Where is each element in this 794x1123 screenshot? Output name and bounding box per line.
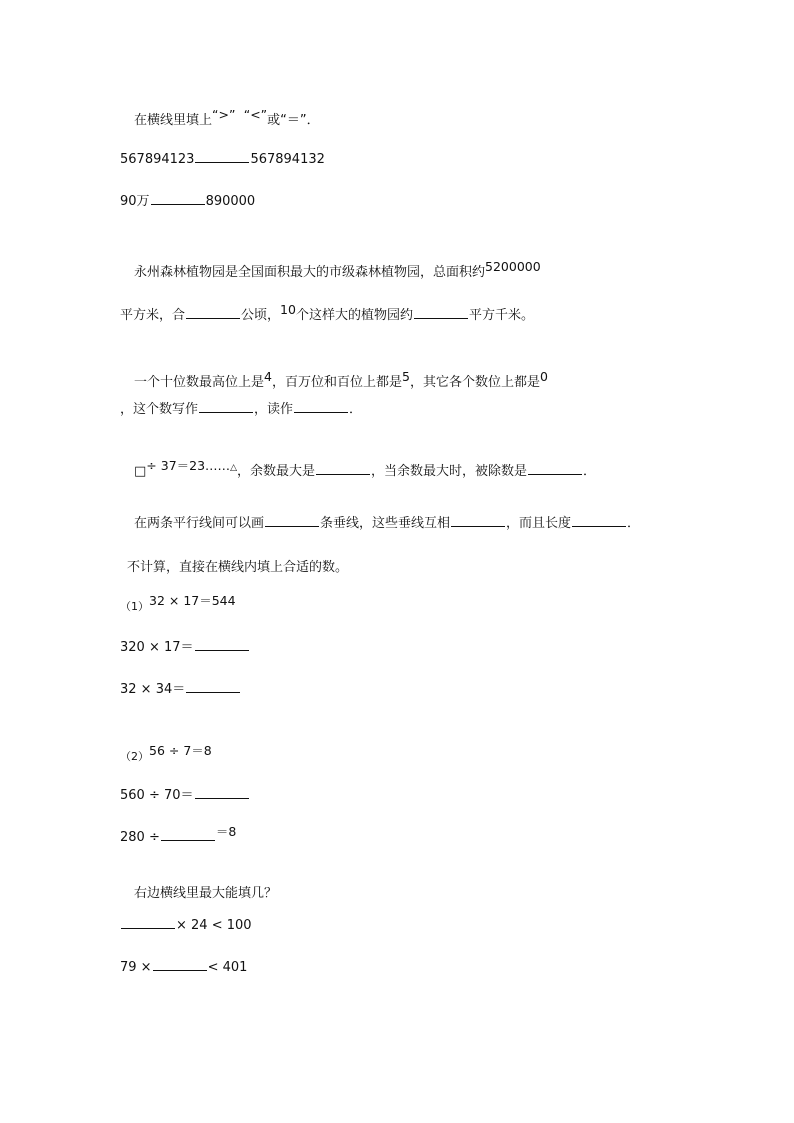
q7-row1 bbox=[120, 916, 252, 934]
q3-line2-a: ，这个数写作 bbox=[120, 402, 199, 417]
q4-blank-dividend[interactable] bbox=[528, 462, 582, 475]
q1-row2-left: 90 bbox=[120, 194, 137, 209]
q5-blank-length[interactable] bbox=[572, 514, 626, 527]
q2-blank-hectares[interactable] bbox=[186, 306, 240, 319]
q1-row1-left: 567894123 bbox=[120, 152, 195, 167]
q6-instruction-text: 不计算，直接在横线内填上合适的数。 bbox=[127, 560, 349, 575]
q1-instruction bbox=[134, 107, 320, 129]
q3-digit3: 0 bbox=[539, 369, 548, 384]
q7-row2-post: < 401 bbox=[207, 960, 248, 975]
q5-blank-count[interactable] bbox=[265, 514, 319, 527]
q2-line1-text: 永州森林植物园是全国面积最大的市级森林植物园，总面积约 bbox=[134, 265, 486, 280]
q5-text-c: ，而且长度 bbox=[506, 516, 572, 531]
q2-line2-a: 平方米，合 bbox=[120, 308, 186, 323]
q7-row2-blank[interactable] bbox=[153, 958, 207, 971]
q2-blank-km2[interactable] bbox=[414, 306, 468, 319]
q6-part2-a bbox=[120, 786, 250, 804]
q1-instruction-prefix: 在横线里填上 bbox=[134, 113, 213, 128]
q1-symbol-gt: “>” bbox=[212, 107, 236, 122]
q2-line2 bbox=[120, 302, 534, 324]
q1-row2-blank[interactable] bbox=[151, 192, 205, 205]
q3-line1-a: 一个十位数最高位上是 bbox=[134, 375, 265, 390]
q6-part1-b bbox=[120, 680, 241, 698]
q6-part1-expr: 32 × 17＝544 bbox=[149, 593, 236, 608]
q3-line2-b: ，读作 bbox=[254, 402, 294, 417]
q4-box: □ bbox=[134, 464, 147, 479]
q6-part2-label: （2） bbox=[120, 750, 149, 763]
q4-line bbox=[134, 458, 597, 481]
q7-row2-pre: 79 × bbox=[120, 960, 152, 975]
q4-text-end: ． bbox=[583, 464, 597, 479]
q2-line1 bbox=[134, 259, 541, 281]
q3-line2-end: ． bbox=[349, 402, 363, 417]
q6-part2-a-blank[interactable] bbox=[195, 786, 249, 799]
q7-row1-post: × 24 < 100 bbox=[176, 918, 252, 933]
q1-row1-blank[interactable] bbox=[195, 150, 249, 163]
q1-row2 bbox=[120, 192, 255, 210]
q2-line2-b: 公顷， bbox=[241, 308, 281, 323]
q6-part1-a bbox=[120, 638, 250, 656]
q3-blank-written[interactable] bbox=[199, 400, 253, 413]
q6-part1-b-text: 32 × 34＝ bbox=[120, 682, 186, 697]
q7-instruction-text: 右边横线里最大能填几？ bbox=[134, 886, 278, 901]
q1-symbol-eq: “＝”． bbox=[280, 113, 320, 128]
q1-row1 bbox=[120, 150, 325, 168]
q2-line2-d: 平方千米。 bbox=[468, 308, 534, 323]
q5-text-a: 在两条平行线间可以画 bbox=[134, 516, 265, 531]
q6-part2-header bbox=[120, 743, 212, 765]
q3-line1-c: ，其它各个数位上都是 bbox=[409, 375, 540, 390]
q3-digit1: 4 bbox=[264, 369, 272, 384]
q4-text-b: ，当余数最大时，被除数是 bbox=[371, 464, 528, 479]
q6-part2-expr: 56 ÷ 7＝8 bbox=[149, 743, 212, 758]
q7-instruction bbox=[134, 886, 277, 902]
q1-row2-right: 890000 bbox=[205, 194, 256, 209]
q4-text-a: ，余数最大是 bbox=[236, 464, 315, 479]
q7-row2 bbox=[120, 958, 247, 976]
q6-part1-label: （1） bbox=[120, 600, 149, 613]
q5-blank-relation[interactable] bbox=[451, 514, 505, 527]
q6-part2-b bbox=[120, 824, 237, 846]
q5-text-b: 条垂线，这些垂线互相 bbox=[320, 516, 451, 531]
q3-line1-b: ，百万位和百位上都是 bbox=[271, 375, 402, 390]
q3-blank-read[interactable] bbox=[294, 400, 348, 413]
q5-line bbox=[134, 514, 640, 532]
q2-area-value: 5200000 bbox=[485, 259, 541, 274]
q2-line2-c: 个这样大的植物园约 bbox=[295, 308, 413, 323]
q4-expr: ÷ 37＝23…… bbox=[146, 458, 231, 473]
q4-blank-remainder[interactable] bbox=[316, 462, 370, 475]
q1-symbol-lt: “<” bbox=[243, 107, 268, 122]
q6-part2-b-post: ＝8 bbox=[215, 824, 237, 839]
q1-row1-right: 567894132 bbox=[250, 152, 325, 167]
q6-part1-header bbox=[120, 593, 236, 615]
q5-text-end: ． bbox=[627, 516, 641, 531]
q7-row1-blank[interactable] bbox=[121, 916, 175, 929]
q6-part1-b-blank[interactable] bbox=[186, 680, 240, 693]
q6-part2-b-blank[interactable] bbox=[161, 828, 215, 841]
q6-instruction bbox=[127, 560, 348, 576]
q3-line2 bbox=[120, 400, 362, 418]
q4-triangle: △ bbox=[230, 463, 237, 473]
q1-row2-unit: 万 bbox=[136, 194, 150, 209]
q1-or: 或 bbox=[267, 113, 281, 128]
q6-part1-a-text: 320 × 17＝ bbox=[120, 640, 194, 655]
q2-count: 10 bbox=[280, 302, 296, 317]
q6-part1-a-blank[interactable] bbox=[195, 638, 249, 651]
q6-part2-a-text: 560 ÷ 70＝ bbox=[120, 788, 194, 803]
q3-digit2: 5 bbox=[401, 369, 410, 384]
q3-line1 bbox=[134, 369, 548, 391]
q6-part2-b-pre: 280 ÷ bbox=[120, 830, 160, 845]
